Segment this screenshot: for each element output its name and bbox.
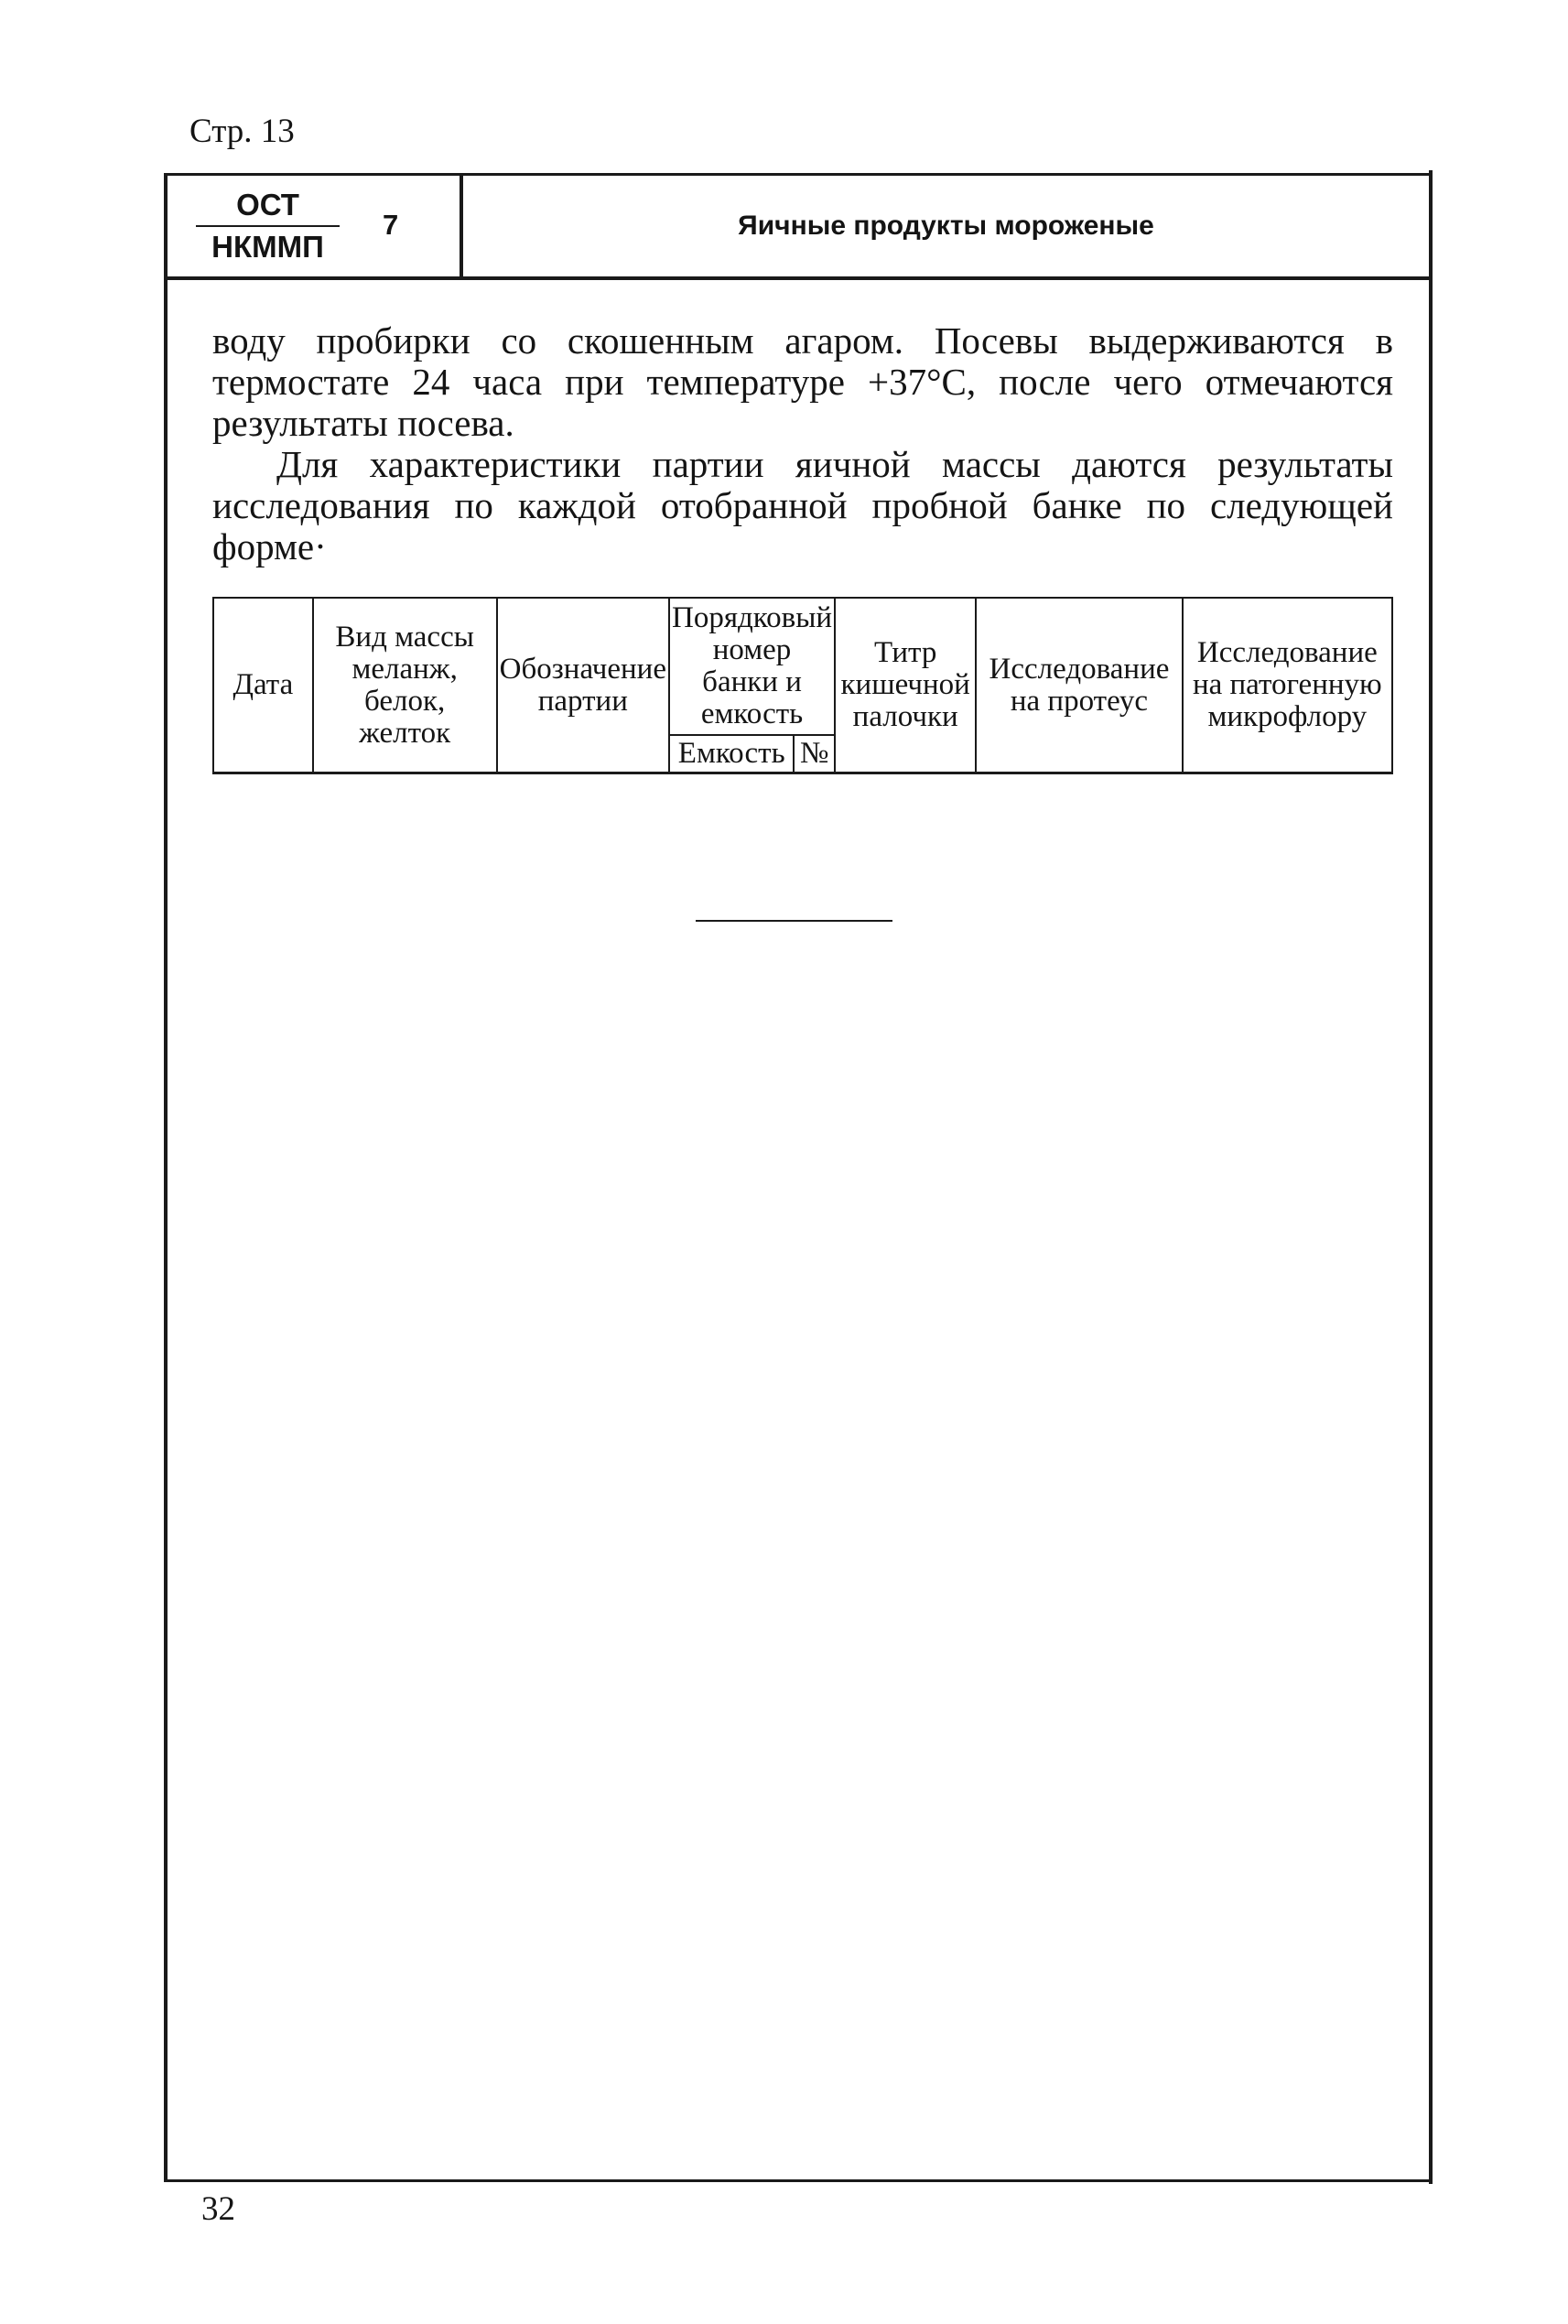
ministry-label: НКММП [211, 230, 324, 264]
column-header: Исследование на протеус [976, 598, 1182, 773]
body-text [212, 320, 1393, 567]
subcolumn-header: № [794, 735, 835, 773]
page-label: Стр. 13 [189, 113, 295, 150]
standard-designation [192, 188, 343, 265]
page-number: 32 [201, 2190, 235, 2228]
column-header: Исследование на патогенную микрофлору [1183, 598, 1392, 773]
standard-number: 7 [383, 209, 399, 241]
column-header: Порядковый номер банки и емкость [669, 598, 835, 735]
header-top-rule [164, 173, 1431, 176]
standard-title: Яичные продукты мороженые [738, 211, 1154, 241]
column-header: Дата [213, 598, 313, 773]
header-bottom-rule [164, 276, 1431, 280]
results-form-table [212, 597, 1393, 774]
column-header: Титр кишечной палочки [835, 598, 976, 773]
ost-label: ОСТ [236, 188, 299, 222]
paragraph: воду пробирки со скошенным агаром. Посевы выдерживаются в термостате 24 часа при температуре +37°С, после чего отмечаются результаты посева. [212, 319, 1393, 444]
page-frame-left [164, 173, 168, 2182]
end-rule [696, 920, 892, 922]
paragraph: Для характеристики партии яичной массы даются результаты исследования по каждой отобранной пробной банке по следующей форме· [212, 443, 1393, 567]
column-header: Обозначение партии [497, 598, 669, 773]
column-header: Вид массы меланж, белок, желток [313, 598, 497, 773]
subcolumn-header: Емкость [669, 735, 794, 773]
page-frame-right [1429, 170, 1433, 2184]
page-frame-bottom [164, 2179, 1433, 2182]
